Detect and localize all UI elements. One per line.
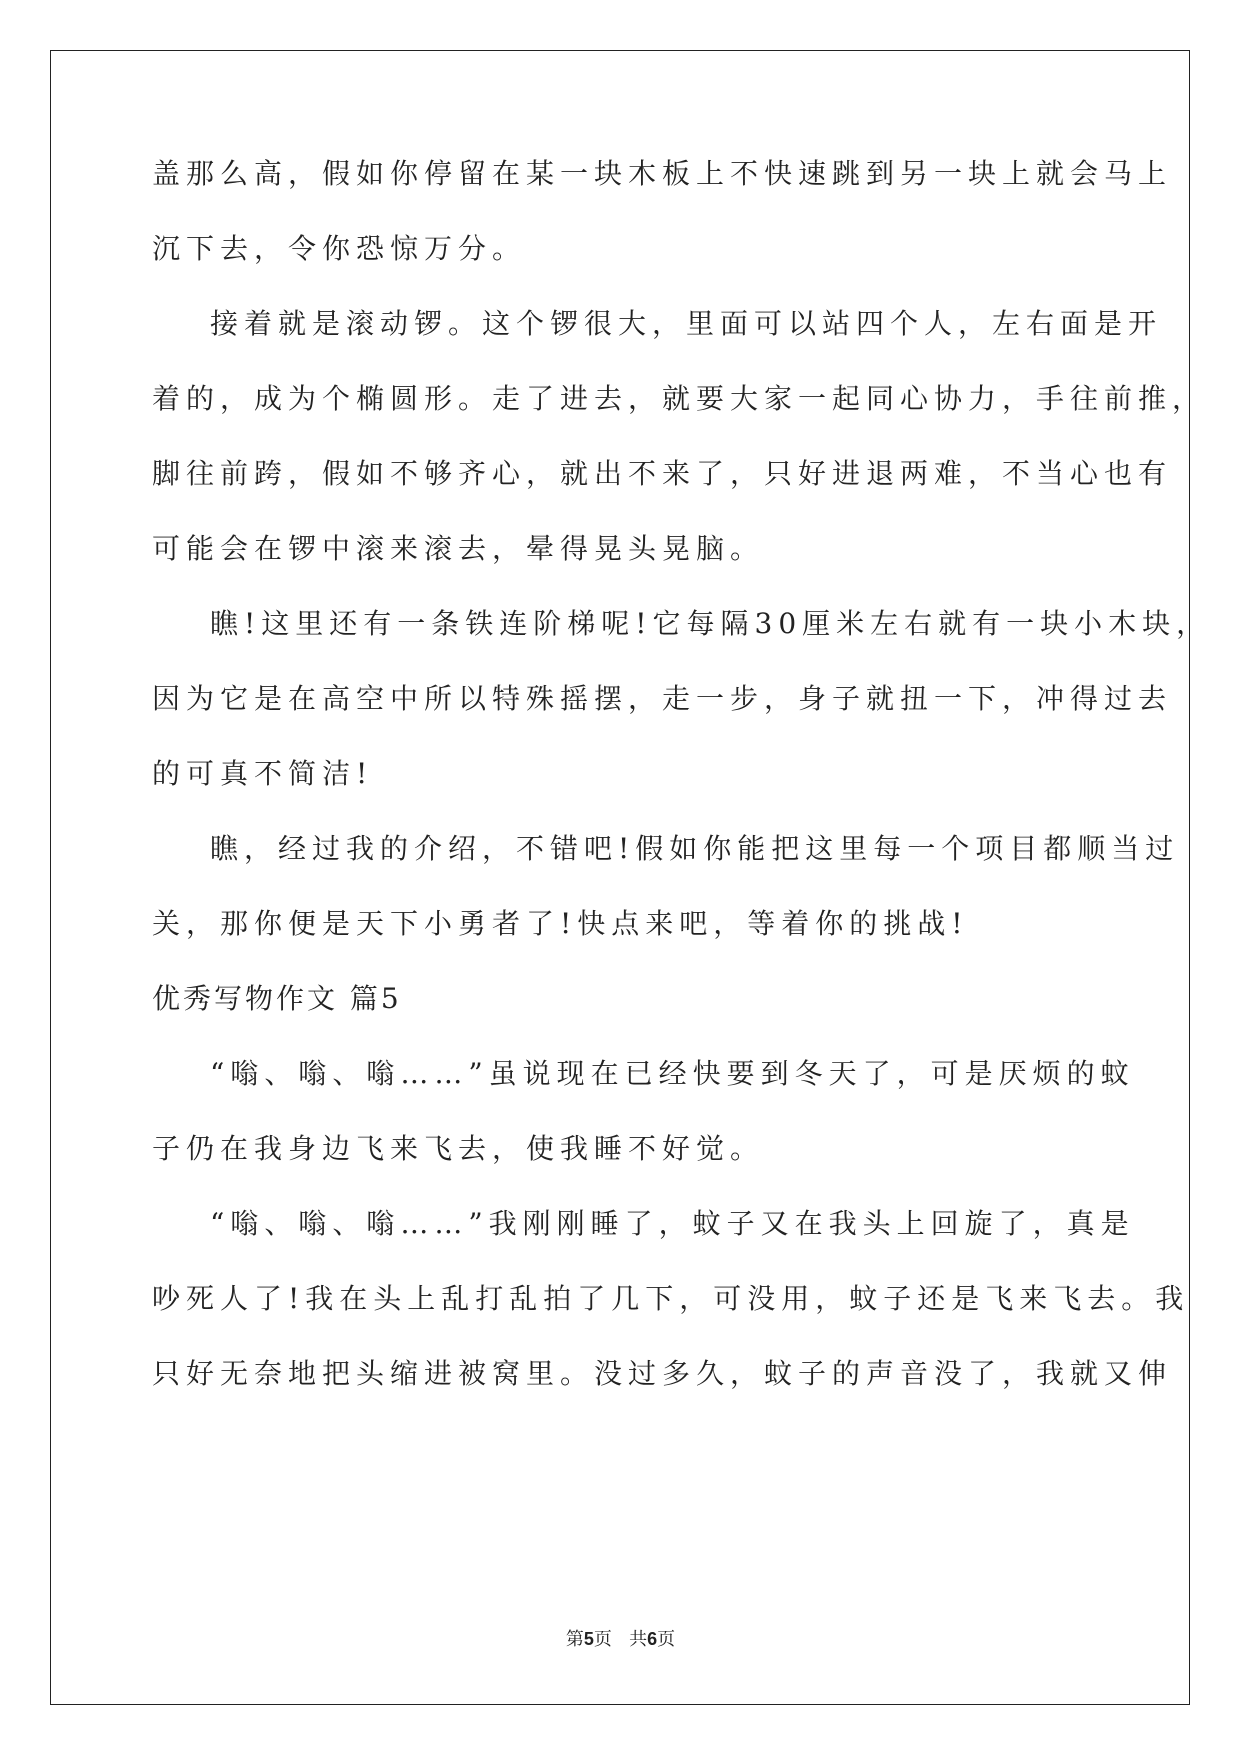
- text-line-7: 瞧!这里还有一条铁连阶梯呢!它每隔30厘米左右就有一块小木块，: [210, 607, 1211, 640]
- text-line-4: 着的，成为个椭圆形。走了进去，就要大家一起同心协力，手往前推，: [152, 382, 1207, 415]
- page-border: [50, 50, 1211, 1705]
- text-line-14: 子仍在我身边飞来飞去，使我睡不好觉。: [152, 1132, 765, 1165]
- text-line-1: 盖那么高，假如你停留在某一块木板上不快速跳到另一块上就会马上: [152, 157, 1173, 190]
- text-line-6: 可能会在锣中滚来滚去，晕得晃头晃脑。: [152, 532, 765, 565]
- text-line-11: 关，那你便是天下小勇者了!快点来吧，等着你的挑战!: [152, 907, 969, 940]
- text-line-3: 接着就是滚动锣。这个锣很大，里面可以站四个人，左右面是开: [210, 307, 1163, 340]
- text-line-13: “嗡、嗡、嗡……”虽说现在已经快要到冬天了，可是厌烦的蚊: [210, 1057, 1135, 1090]
- text-line-10: 瞧，经过我的介绍，不错吧!假如你能把这里每一个项目都顺当过: [210, 832, 1180, 865]
- footer-total-prefix: 共: [629, 1629, 648, 1650]
- text-line-17: 只好无奈地把头缩进被窝里。没过多久，蚊子的声音没了，我就又伸: [152, 1357, 1173, 1390]
- text-line-5: 脚往前跨，假如不够齐心，就出不来了，只好进退两难，不当心也有: [152, 457, 1173, 490]
- text-line-15: “嗡、嗡、嗡……”我刚刚睡了，蚊子又在我头上回旋了，真是: [210, 1207, 1135, 1240]
- footer-page-prefix: 第: [565, 1629, 584, 1650]
- text-line-16: 吵死人了!我在头上乱打乱拍了几下，可没用，蚊子还是飞来飞去。我: [152, 1282, 1190, 1315]
- text-line-2: 沉下去，令你恐惊万分。: [152, 232, 527, 265]
- text-line-9: 的可真不简洁!: [152, 757, 374, 790]
- footer-page-suffix: 页: [593, 1629, 612, 1650]
- footer-total-suffix: 页: [657, 1629, 676, 1650]
- text-line-8: 因为它是在高空中所以特殊摇摆，走一步，身子就扭一下，冲得过去: [152, 682, 1173, 715]
- page-footer: [0, 1625, 1241, 1651]
- section-heading: 优秀写物作文 篇5: [152, 982, 402, 1015]
- footer-page-current: 5: [583, 1629, 594, 1649]
- footer-page-total: 6: [647, 1629, 658, 1649]
